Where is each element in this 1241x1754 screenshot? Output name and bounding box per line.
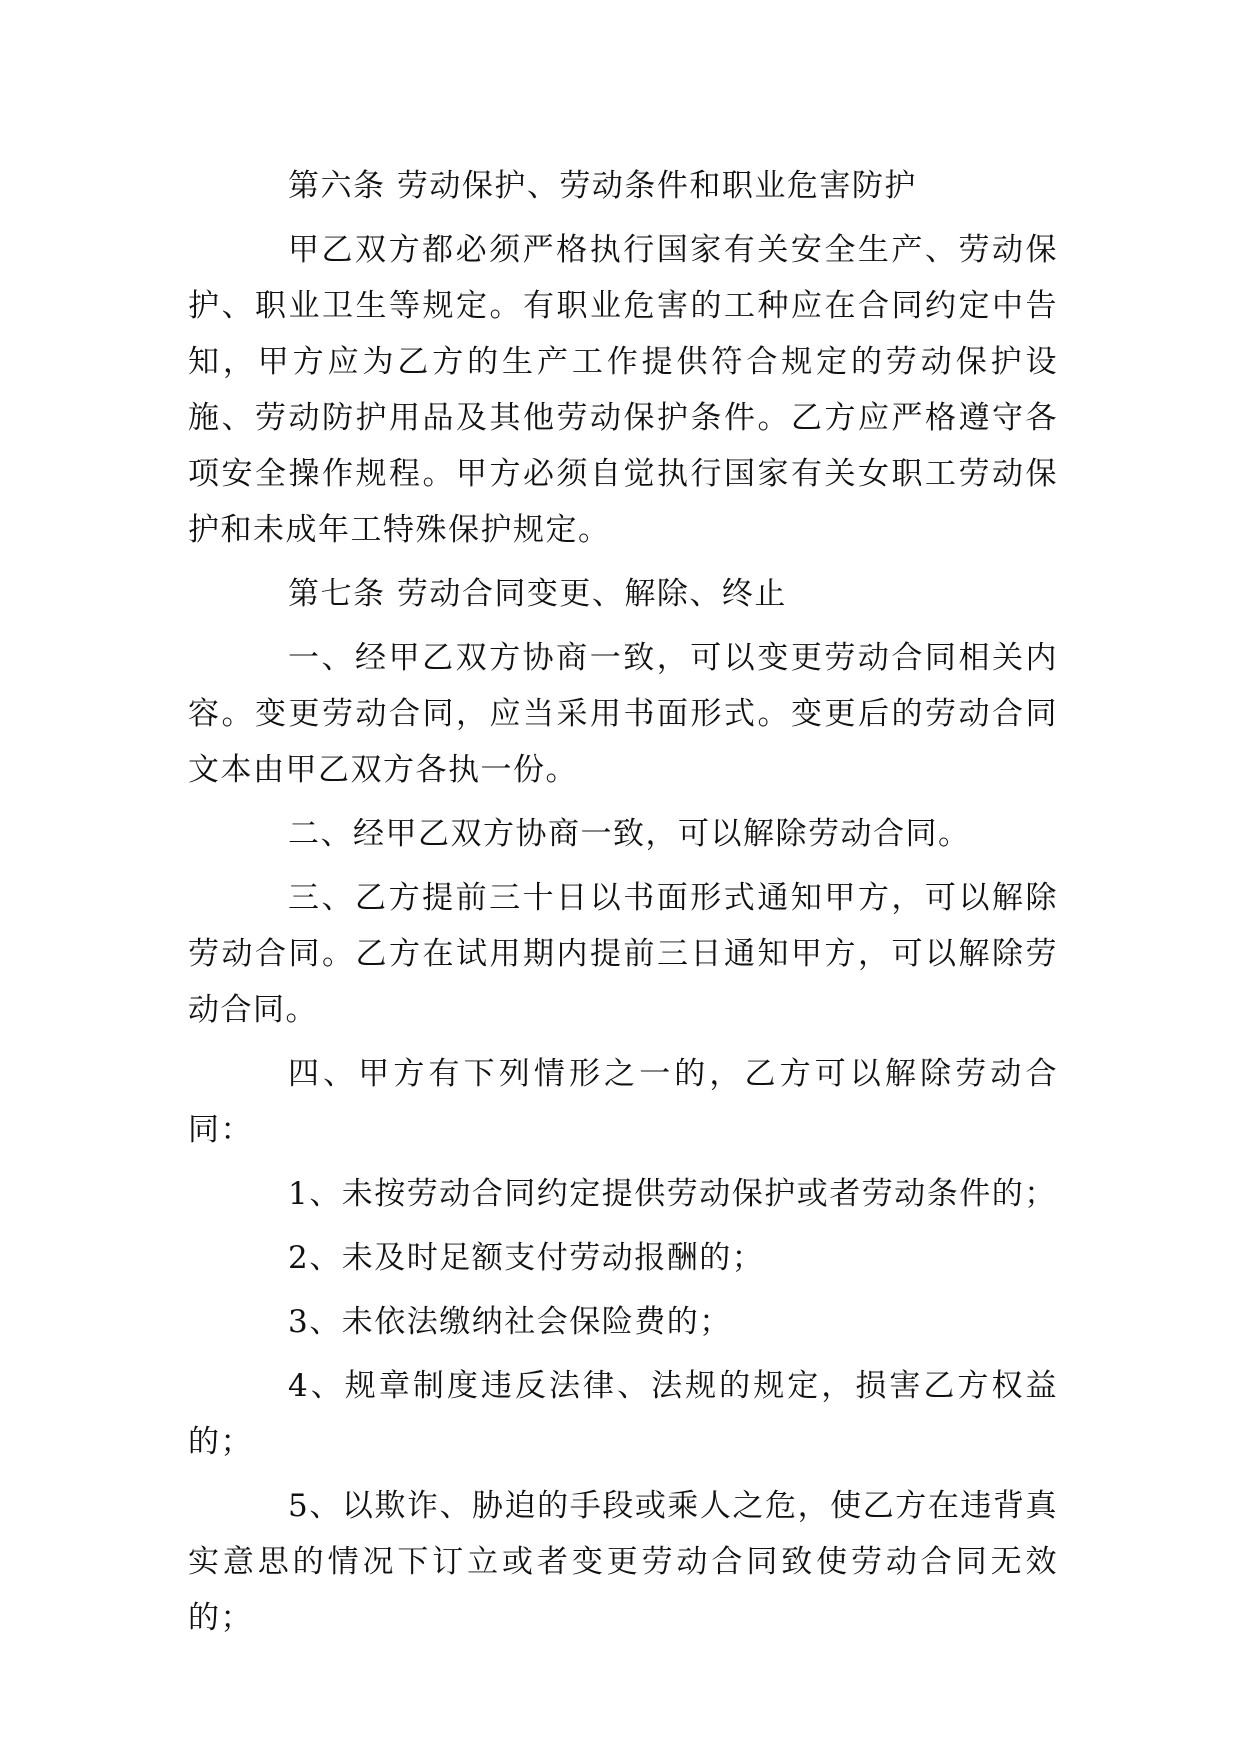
clause-1-paragraph: 一、经甲乙双方协商一致，可以变更劳动合同相关内容。变更劳动合同，应当采用书面形式。变更后的劳动合同文本由甲乙双方各执一份。 [188,640,1058,788]
clause-2-paragraph: 二、经甲乙双方协商一致，可以解除劳动合同。 [288,816,971,852]
article-6-paragraph: 甲乙双方都必须严格执行国家有关安全生产、劳动保护、职业卫生等规定。有职业危害的工种应在合同约定中告知，甲方应为乙方的生产工作提供符合规定的劳动保护设施、劳动防护用品及其他劳动保护条件。乙方应严格遵守各项安全操作规程。甲方必须自觉执行国家有关女职工劳动保护和未成年工特殊保护规定。 [188,232,1058,548]
article-7-heading: 第七条 劳动合同变更、解除、终止 [288,576,787,612]
article-6-heading: 第六条 劳动保护、劳动条件和职业危害防护 [288,168,917,204]
clause-3-paragraph: 三、乙方提前三十日以书面形式通知甲方，可以解除劳动合同。乙方在试用期内提前三日通知甲方，可以解除劳动合同。 [188,880,1058,1028]
list-item-1: 1、未按劳动合同约定提供劳动保护或者劳动条件的； [288,1176,1057,1212]
list-item-4: 4、规章制度违反法律、法规的规定，损害乙方权益的； [188,1368,1058,1460]
list-item-3: 3、未依法缴纳社会保险费的； [288,1304,732,1340]
list-item-5: 5、以欺诈、胁迫的手段或乘人之危，使乙方在违背真实意思的情况下订立或者变更劳动合同致使劳动合同无效的； [188,1488,1058,1636]
list-item-2: 2、未及时足额支付劳动报酬的； [288,1240,765,1276]
clause-4-paragraph: 四、甲方有下列情形之一的，乙方可以解除劳动合同： [188,1056,1058,1148]
document-body [188,158,1058,1654]
